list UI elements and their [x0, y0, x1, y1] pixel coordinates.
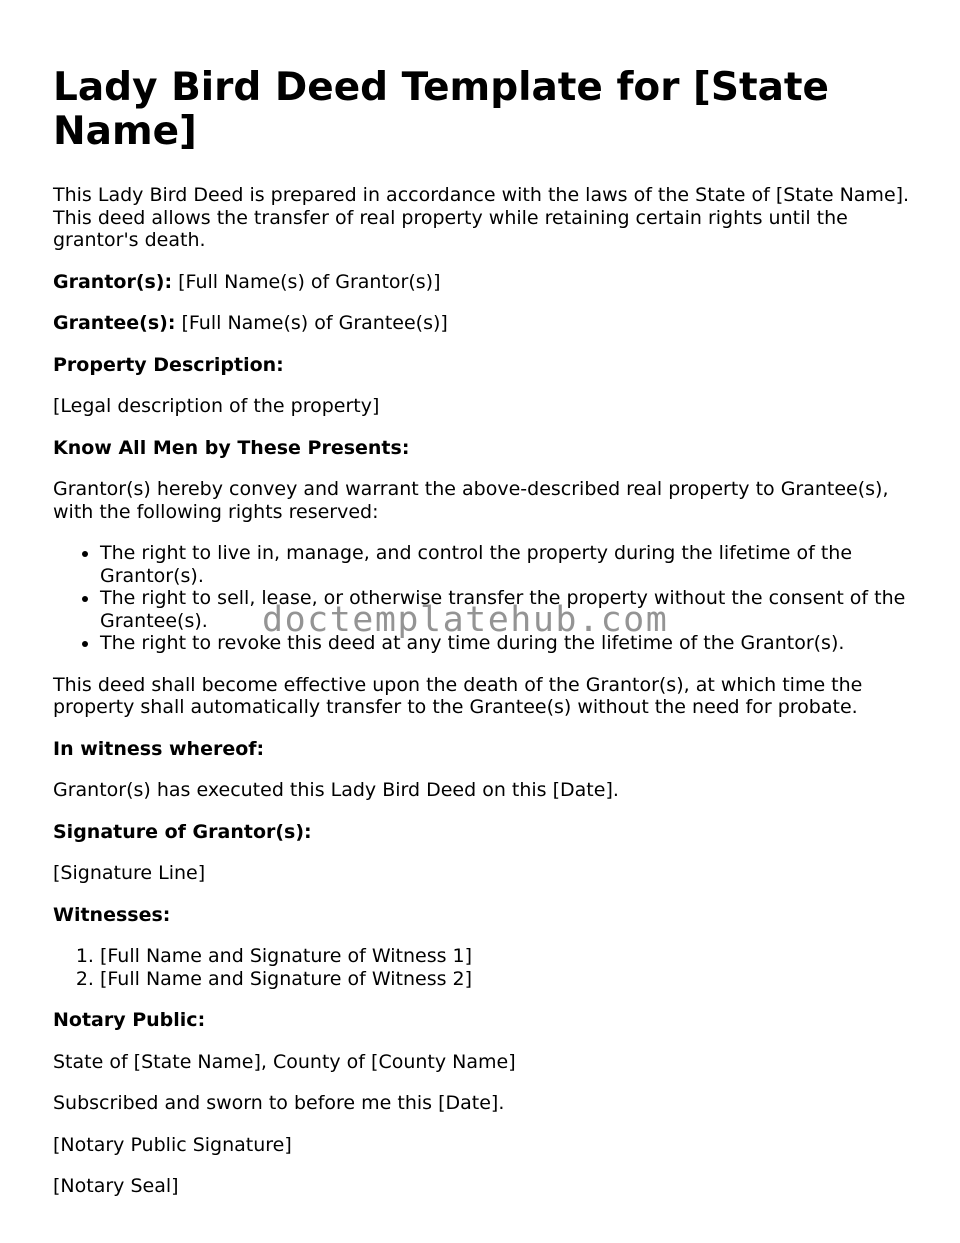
witnesses-list	[53, 945, 913, 990]
notary-seal: [Notary Seal]	[53, 1175, 179, 1197]
grantor-label: Grantor(s):	[53, 270, 173, 293]
notary-state-county: State of [State Name], County of [County Name]	[53, 1050, 516, 1073]
signature-heading: Signature of Grantor(s):	[53, 820, 312, 843]
list-item: • The right to sell, lease, or otherwise transfer the property without the consent of the Grantee(s).	[100, 587, 913, 632]
intro-paragraph: This Lady Bird Deed is prepared in accordance with the laws of the State of [State Name]. This deed allows the transfer of real property while retaining certain rights until the grantor's death.	[53, 184, 910, 251]
grantor-line	[53, 271, 913, 294]
document-title: Lady Bird Deed Template for [State Name]	[53, 65, 830, 154]
document	[53, 66, 913, 1217]
presents-text: Grantor(s) hereby convey and warrant the above-described real property to Grantee(s), with the following rights reserved:	[53, 478, 889, 523]
grantee-label: Grantee(s):	[53, 312, 176, 334]
witness-whereof-text: Grantor(s) has executed this Lady Bird Deed on this [Date].	[53, 779, 619, 801]
watermark: doctemplatehub.com	[262, 600, 669, 640]
list-item: 1. [Full Name and Signature of Witness 1]	[100, 945, 913, 968]
list-item: • The right to live in, manage, and control the property during the lifetime of the Grantor(s).	[100, 542, 913, 587]
grantee-line	[53, 312, 913, 335]
witness-whereof-heading: In witness whereof:	[53, 737, 265, 760]
signature-line: [Signature Line]	[53, 862, 206, 884]
presents-heading: Know All Men by These Presents:	[53, 436, 410, 459]
witnesses-heading: Witnesses:	[53, 903, 171, 926]
grantor-value: [Full Name(s) of Grantor(s)]	[178, 270, 441, 293]
effective-paragraph: This deed shall become effective upon the death of the Grantor(s), at which time the property shall automatically transfer to the Grantee(s) without the need for probate.	[53, 673, 863, 718]
list-item: 2. [Full Name and Signature of Witness 2]	[100, 968, 913, 991]
notary-sworn: Subscribed and sworn to before me this [Date].	[53, 1092, 505, 1114]
reserved-rights-list	[53, 542, 913, 655]
list-item: • The right to revoke this deed at any time during the lifetime of the Grantor(s).	[100, 632, 913, 655]
notary-heading: Notary Public:	[53, 1009, 206, 1031]
notary-signature: [Notary Public Signature]	[53, 1133, 292, 1156]
property-heading: Property Description:	[53, 353, 284, 376]
property-value: [Legal description of the property]	[53, 395, 380, 417]
grantee-value: [Full Name(s) of Grantee(s)]	[181, 312, 448, 334]
